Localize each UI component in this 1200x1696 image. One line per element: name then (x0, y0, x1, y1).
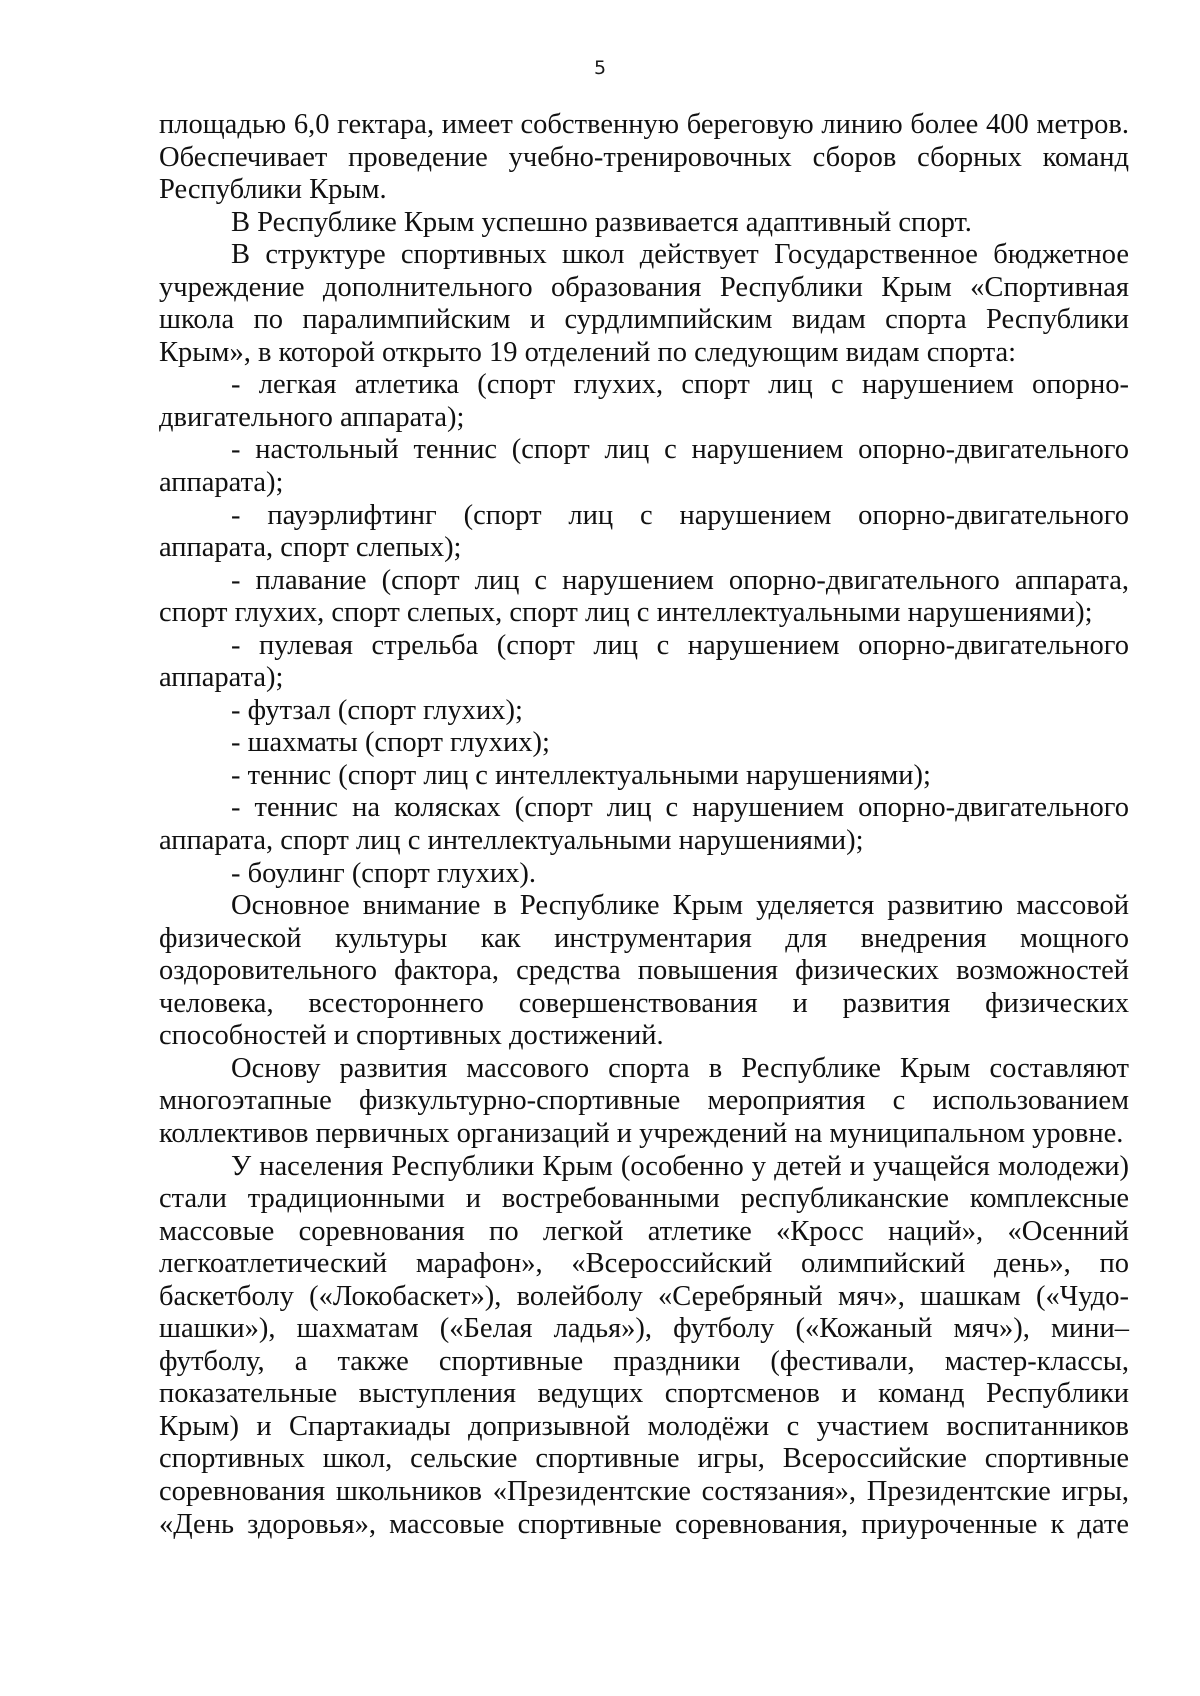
paragraph-mass-culture: Основное внимание в Республике Крым уделяется развитию массовой физической культуры как инструментария для внедрения мощного оздоровительного фактора, средства повышения физических возможностей человека, всестороннего совершенствования и развития физических способностей и спортивных достижений. (159, 890, 1129, 1052)
list-item-table-tennis: - настольный теннис (спорт лиц с нарушением опорно-двигательного аппарата); (159, 434, 1129, 499)
list-item-futsal: - футзал (спорт глухих); (231, 694, 523, 726)
list-item-bowling: - боулинг (спорт глухих). (231, 857, 536, 889)
list-item-shooting: - пулевая стрельба (спорт лиц с нарушением опорно-двигательного аппарата); (159, 629, 1129, 694)
list-item-chess: - шахматы (спорт глухих); (231, 727, 550, 759)
list-item-tennis: - теннис (спорт лиц с интеллектуальными нарушениями); (231, 759, 931, 791)
list-item-swimming: - плавание (спорт лиц с нарушением опорно-двигательного аппарата, спорт глухих, спорт слепых, спорт лиц с интеллектуальными нарушениями); (159, 564, 1129, 629)
paragraph-competitions: У населения Республики Крым (особенно у детей и учащейся молодежи) стали традиционными и востребованными республиканские комплексные массовые соревнования по легкой атлетике «Кросс наций», «Осенний легкоатлетический марафон», «Всероссийский олимпийский день», по баскетболу («Локобаскет»), волейболу «Серебряный мяч», шашкам («Чудо-шашки»), шахматам («Белая ладья»), футболу («Кожаный мяч»), мини–футболу, а также спортивные праздники (фестивали, мастер-классы, показательные выступления ведущих спортсменов и команд Республики Крым) и Спартакиады допризывной молодёжи с участием воспитанников спортивных школ, сельские спортивные игры, Всероссийские спортивные соревнования школьников «Президентские состязания», Президентские игры, «День здоровья», массовые спортивные соревнования, приуроченные к дате (159, 1150, 1129, 1540)
list-item-powerlifting: - пауэрлифтинг (спорт лиц с нарушением опорно-двигательного аппарата, спорт слепых); (159, 499, 1129, 564)
paragraph-mass-sport: Основу развития массового спорта в Республике Крым составляют многоэтапные физкультурно-спортивные мероприятия с использованием коллективов первичных организаций и учреждений на муниципальном уровне. (159, 1052, 1129, 1149)
document-body (159, 109, 1129, 1541)
page-number: 5 (593, 57, 607, 79)
paragraph-3: В структуре спортивных школ действует Государственное бюджетное учреждение дополнительного образования Республики Крым «Спортивная школа по паралимпийским и сурдлимпийским видам спорта Республики Крым», в которой открыто 19 отделений по следующим видам спорта: (159, 239, 1129, 368)
list-item-athletics: - легкая атлетика (спорт глухих, спорт лиц с нарушением опорно-двигательного аппарата); (159, 369, 1129, 433)
list-item-wheelchair-tennis: - теннис на колясках (спорт лиц с нарушением опорно-двигательного аппарата, спорт лиц с интеллектуальными нарушениями); (159, 792, 1129, 857)
paragraph-1: площадью 6,0 гектара, имеет собственную береговую линию более 400 метров. Обеспечивает проведение учебно-тренировочных сборов сборных команд Республики Крым. (159, 109, 1129, 206)
paragraph-2: В Республике Крым успешно развивается адаптивный спорт. (231, 206, 972, 238)
